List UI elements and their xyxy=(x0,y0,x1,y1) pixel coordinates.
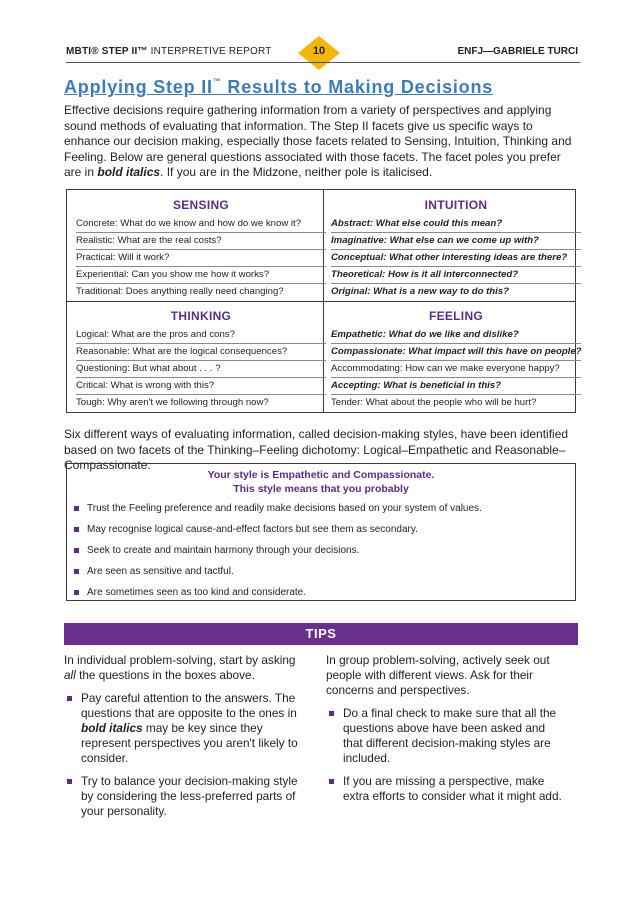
facet-question: Realistic: What are the real costs? xyxy=(76,233,326,250)
feeling-heading: FEELING xyxy=(428,309,484,323)
intro-emphasis: all xyxy=(64,668,76,682)
list-item: Seek to create and maintain harmony through your decisions. xyxy=(73,545,482,556)
style-traits-list xyxy=(73,503,482,608)
list-item: Are seen as sensitive and tactful. xyxy=(73,566,482,577)
facet-question: Reasonable: What are the logical consequences? xyxy=(76,344,326,361)
decision-style-box xyxy=(66,463,576,601)
tips-individual-intro xyxy=(64,653,308,683)
tip-emphasis: bold italics xyxy=(81,721,143,735)
brand-name: MBTI® STEP II™ xyxy=(66,46,148,57)
thinking-box xyxy=(76,309,326,411)
style-heading xyxy=(67,468,575,496)
facet-question-preferred: Abstract: What else could this mean? xyxy=(331,216,581,233)
type-and-name: ENFJ—GABRIELE TURCI xyxy=(457,46,578,57)
page-number-badge xyxy=(298,36,340,70)
list-item: May recognise logical cause-and-effect factors but see them as secondary. xyxy=(73,524,482,535)
title-prefix: Applying Step II xyxy=(64,77,213,97)
facet-question: Logical: What are the pros and cons? xyxy=(76,327,326,344)
tips-individual-column xyxy=(64,653,308,819)
facet-question: Tender: What about the people who will be hurt? xyxy=(331,397,537,408)
facet-question: Concrete: What do we know and how do we know it? xyxy=(76,216,326,233)
intro-text-2: . If you are in the Midzone, neither pole is italicised. xyxy=(160,165,433,179)
intuition-heading: INTUITION xyxy=(424,198,488,212)
facet-question: Critical: What is wrong with this? xyxy=(76,378,326,395)
trademark-mark: ™ xyxy=(212,77,222,86)
facet-question: Practical: Will it work? xyxy=(76,250,326,267)
facet-question-preferred: Original: What is a new way to do this? xyxy=(331,286,510,297)
facet-question-preferred: Conceptual: What other interesting ideas are there? xyxy=(331,250,581,267)
page-number: 10 xyxy=(312,45,326,57)
title-suffix: Results to Making Decisions xyxy=(221,77,494,97)
list-item: Trust the Feeling preference and readily make decisions based on your system of values. xyxy=(73,503,482,514)
tip-text: Pay careful attention to the answers. The questions that are opposite to the ones in xyxy=(81,691,297,720)
facet-questions-grid xyxy=(66,189,582,413)
style-heading-line-1: Your style is Empathetic and Compassionate. xyxy=(207,469,435,481)
sensing-heading: SENSING xyxy=(172,198,230,212)
facet-question-preferred: Empathetic: What do we like and dislike? xyxy=(331,327,581,344)
intro-text: In individual problem-solving, start by asking xyxy=(64,653,296,667)
list-item: If you are missing a perspective, make extra efforts to consider what it might add. xyxy=(326,774,566,804)
list-item: Try to balance your decision-making style by considering the less-preferred parts of your personality. xyxy=(64,774,308,819)
tips-group-column xyxy=(326,653,566,804)
style-heading-line-2: This style means that you probably xyxy=(233,483,409,495)
decision-styles-paragraph: Six different ways of evaluating information, called decision-making styles, have been identified based on two facets of the Thinking–Feeling dichotomy: Logical–Empathetic and Reasonable–Compassionate. xyxy=(64,427,569,472)
grid-divider-horizontal xyxy=(67,301,575,302)
thinking-heading: THINKING xyxy=(170,309,232,323)
facet-question: Traditional: Does anything really need changing? xyxy=(76,286,284,297)
feeling-box xyxy=(331,309,581,411)
facet-question: Accommodating: How can we make everyone happy? xyxy=(331,361,581,378)
facet-question-preferred: Theoretical: How is it all interconnected? xyxy=(331,267,581,284)
list-item: Are sometimes seen as too kind and considerate. xyxy=(73,587,482,598)
sensing-box xyxy=(76,198,326,300)
list-item: Do a final check to make sure that all the questions above have been asked and that different decision-making styles are included. xyxy=(326,706,566,766)
facet-question: Questioning: But what about . . . ? xyxy=(76,361,326,378)
facet-question-preferred: Imaginative: What else can we come up with? xyxy=(331,233,581,250)
intro-text: the questions in the boxes above. xyxy=(75,668,255,682)
tips-group-intro: In group problem-solving, actively seek out people with different views. Ask for their concerns and perspectives. xyxy=(326,653,550,697)
tip-text: may be key since they represent perspectives you aren't likely to consider. xyxy=(81,721,298,765)
report-type: INTERPRETIVE REPORT xyxy=(150,46,272,57)
intro-text-1: Effective decisions require gathering information from a variety of perspectives and applying sound methods of evaluating that information. The Step II facets give us specific ways to enhance our decision making, especially those facets related to Sensing, Intuition, Thinking and Feeling. Below are general questions associated with those facets. The facet poles you prefer are in xyxy=(64,103,572,179)
facet-question: Experiential: Can you show me how it works? xyxy=(76,267,326,284)
report-header-left xyxy=(66,46,272,57)
intro-paragraph xyxy=(64,103,576,181)
facet-question: Tough: Why aren't we following through now? xyxy=(76,397,269,408)
list-item xyxy=(64,691,308,766)
header-rule xyxy=(66,62,580,63)
page-title xyxy=(64,77,493,98)
facet-question-preferred: Compassionate: What impact will this have on people? xyxy=(331,344,581,361)
facet-question-preferred: Accepting: What is beneficial in this? xyxy=(331,378,581,395)
intuition-box xyxy=(331,198,581,300)
intro-emphasis: bold italics xyxy=(97,165,161,179)
tips-heading: TIPS xyxy=(64,623,578,645)
